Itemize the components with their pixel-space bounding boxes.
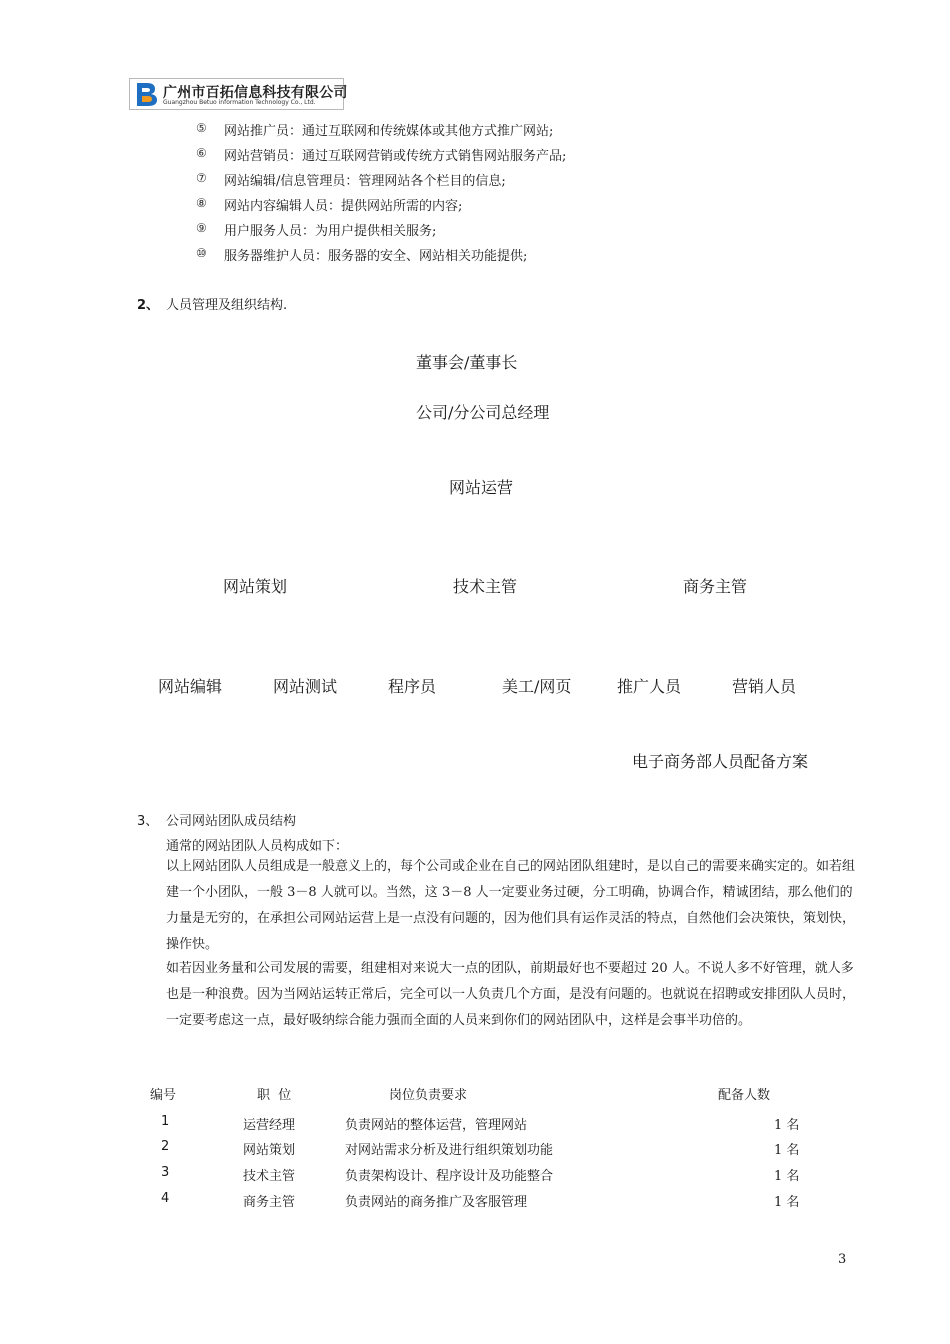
org-node-operations: 网站运营 [449,478,514,497]
org-node-editor: 网站编辑 [158,677,223,696]
table-cell: 对网站需求分析及进行组织策划功能 [345,1143,554,1158]
org-node-business-lead: 商务主管 [683,577,748,596]
section-title: 人员管理及组织结构. [166,298,288,313]
org-node-board: 董事会/董事长 [416,353,518,372]
duty-text: 网站内容编辑人员：提供网站所需的内容; [224,199,463,214]
org-chart-caption: 电子商务部人员配备方案 [632,752,809,771]
table-header: 配备人数 [718,1088,771,1103]
paragraph: 以上网站团队人员组成是一般意义上的，每个公司或企业在自己的网站团队组建时，是以自己的需要来确实定的。如若组建一个小团队，一般 3－8 人就可以。当然，这 3－8 人一定要业务过硬，分工明确，协调合作，精诚团结，那么他们的力量是无穷的，在承担公司网站运营上是一点没有问题的，因为他们具有运作灵活的特点，自然他们会决策快，策划快，操作快。 [166,859,856,952]
org-node-tech-lead: 技术主管 [453,577,518,596]
org-node-tester: 网站测试 [273,677,338,696]
table-cell: 技术主管 [243,1169,296,1184]
table-cell: 1 名 [774,1169,800,1184]
table-cell: 1 名 [774,1195,800,1210]
company-name-en: Guangzhou Betuo information Technology Co., Ltd. [163,99,316,106]
section-number: 3、 [137,814,159,829]
table-cell: 1 名 [774,1118,800,1133]
org-node-designer: 美工/网页 [502,677,572,696]
table-cell: 1 名 [774,1143,800,1158]
table-cell: 4 [161,1191,170,1206]
duty-text: 网站推广员：通过互联网和传统媒体或其他方式推广网站; [224,124,554,139]
duty-text: 用户服务人员：为用户提供相关服务; [224,224,437,239]
table-cell: 网站策划 [243,1143,296,1158]
page-number: 3 [838,1252,847,1267]
duty-number: ⑩ [196,246,207,260]
table-cell: 运营经理 [243,1118,296,1133]
company-logo [129,78,348,110]
section-intro: 通常的网站团队人员构成如下： [166,839,349,854]
org-node-planning: 网站策划 [223,577,288,596]
table-cell: 负责架构设计、程序设计及功能整合 [345,1169,554,1184]
company-logo-icon [135,81,161,108]
duty-number: ⑦ [196,171,207,185]
duty-text: 网站编辑/信息管理员：管理网站各个栏目的信息; [224,174,506,189]
duty-number: ⑥ [196,146,207,160]
duty-number: ⑤ [196,121,207,135]
duty-text: 网站营销员：通过互联网营销或传统方式销售网站服务产品; [224,149,567,164]
table-cell: 商务主管 [243,1195,296,1210]
org-node-promoter: 推广人员 [617,677,682,696]
paragraph: 如若因业务量和公司发展的需要，组建相对来说大一点的团队，前期最好也不要超过 20 人。不说人多不好管理，就人多也是一种浪费。因为当网站运转正常后，完全可以一人负责几个方面，是没有问题的。也就说在招聘或安排团队人员时，一定要考虑这一点，最好吸纳综合能力强而全面的人员来到你们的网站团队中，这样是会事半功倍的。 [166,961,856,1028]
table-header: 岗位负责要求 [389,1088,468,1103]
table-header: 职 位 [257,1088,292,1103]
table-cell: 负责网站的商务推广及客服管理 [345,1195,528,1210]
table-cell: 负责网站的整体运营，管理网站 [345,1118,528,1133]
table-cell: 2 [161,1139,170,1154]
section-title: 公司网站团队成员结构 [166,814,297,829]
org-node-programmer: 程序员 [388,677,437,696]
company-name-cn: 广州市百拓信息科技有限公司 [163,85,348,101]
section-number: 2、 [137,298,160,313]
table-cell: 3 [161,1165,170,1180]
duty-number: ⑧ [196,196,207,210]
table-header: 编号 [150,1088,177,1103]
org-node-general-manager: 公司/分公司总经理 [416,403,550,422]
duty-text: 服务器维护人员：服务器的安全、网站相关功能提供; [224,249,528,264]
org-node-marketer: 营销人员 [732,677,797,696]
table-cell: 1 [161,1114,170,1129]
duty-number: ⑨ [196,221,207,235]
